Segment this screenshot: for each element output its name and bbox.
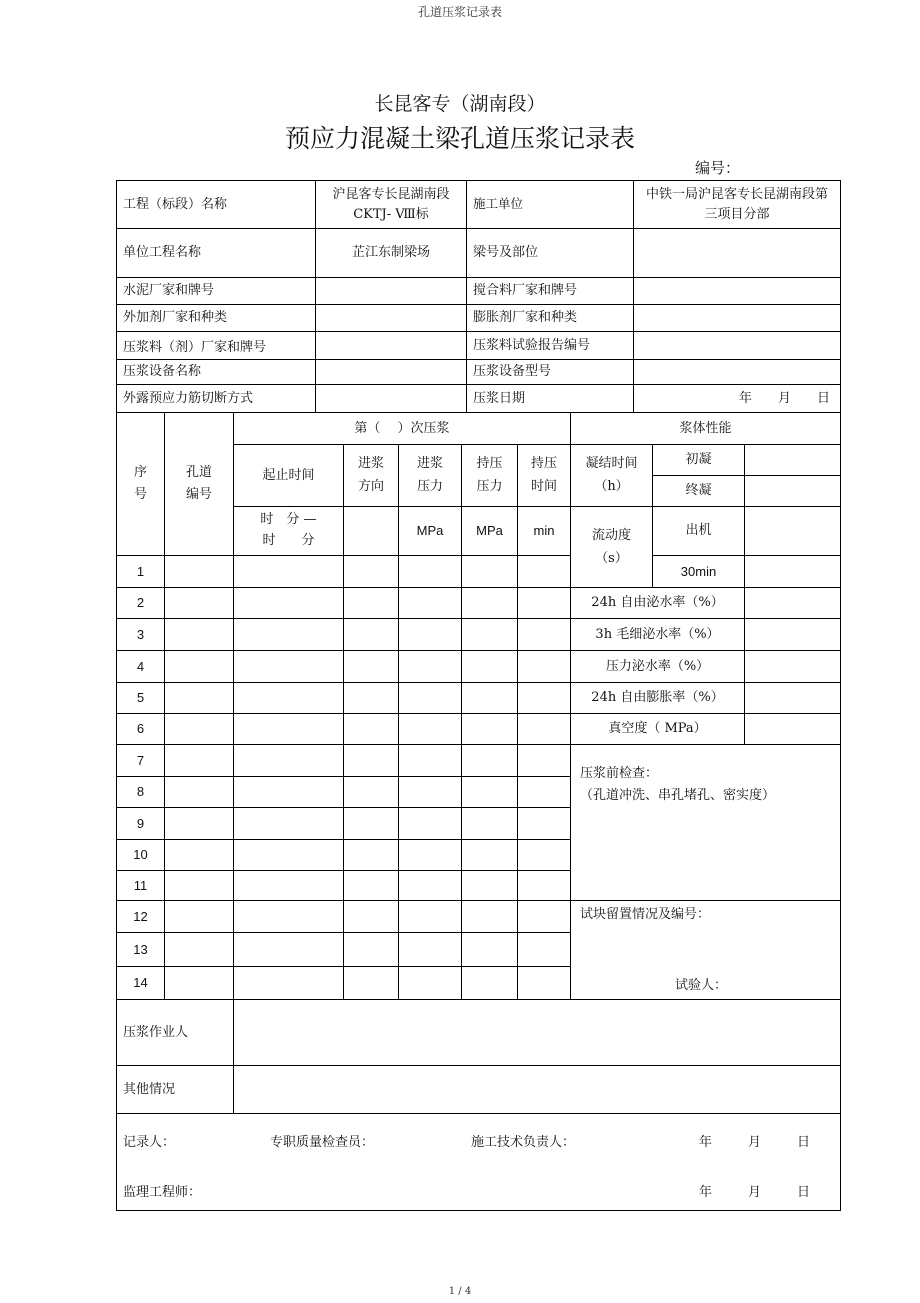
quality-label: 专职质量检查员： [270,1135,375,1150]
row-cell[interactable] [233,587,344,619]
row-cell[interactable] [398,900,462,933]
row-seq: 4 [116,650,165,683]
row-seq: 10 [116,839,165,871]
row-cell[interactable] [343,870,399,901]
row-cell[interactable] [461,618,518,651]
bleed-24h: 24h 自由泌水率（%） [570,587,745,619]
row-cell[interactable] [398,587,462,619]
row-seq: 14 [116,966,165,1000]
page-number: 1 / 4 [448,1286,472,1297]
row-cell[interactable] [461,713,518,745]
row-cell[interactable] [343,618,399,651]
row-cell[interactable] [517,744,571,777]
row-cell[interactable] [461,744,518,777]
expansion-label: 膨胀剂厂家和种类 [466,304,634,332]
row-cell[interactable] [398,839,462,871]
row-cell[interactable] [517,966,571,1000]
row-cell[interactable] [233,870,344,901]
pre-check-title: 压浆前检查： [580,766,659,781]
unit-value[interactable]: 芷江东制梁场 [315,228,467,278]
row-cell[interactable] [461,776,518,808]
row-cell[interactable] [461,932,518,967]
admix-mix-label: 搅合料厂家和牌号 [466,277,634,305]
row-cell[interactable] [164,932,234,967]
cement-value[interactable] [315,277,467,305]
operator-value[interactable] [233,999,841,1066]
col-hold-time: 持压时间 [517,444,571,507]
row-seq: 7 [116,744,165,777]
expansion-value[interactable] [633,304,841,332]
row-cell[interactable] [164,587,234,619]
pass-header: 第（ ）次压浆 [233,412,571,445]
row-seq: 6 [116,713,165,745]
tech-lead-label: 施工技术负责人： [471,1135,576,1150]
row-cell[interactable] [343,900,399,933]
row-cell[interactable] [517,713,571,745]
row-cell[interactable] [461,839,518,871]
title-line2: 预应力混凝土梁孔道压浆记录表 [284,124,635,153]
capillary-3h-value[interactable] [744,618,841,651]
row-cell[interactable] [233,807,344,840]
equip-model-label: 压浆设备型号 [466,359,634,385]
row-cell[interactable] [398,555,462,588]
initial-set: 初凝 [652,444,745,476]
row-cell[interactable] [398,870,462,901]
supervisor-label: 监理工程师： [123,1185,202,1200]
time-unit: 时 分 — 时 分 [233,506,344,556]
row-cell[interactable] [343,555,399,588]
thirty-min: 30min [652,555,745,588]
row-seq: 13 [116,932,165,967]
unit-mpa-in: MPa [398,506,462,556]
row-cell[interactable] [343,807,399,840]
row-cell[interactable] [461,900,518,933]
row-seq: 2 [116,587,165,619]
row-cell[interactable] [233,839,344,871]
row-cell[interactable] [398,618,462,651]
row-cell[interactable] [343,682,399,714]
row-cell[interactable] [233,555,344,588]
grout-report-label: 压浆料试验报告编号 [466,331,634,360]
pressure-bleed: 压力泌水率（%） [570,650,745,683]
sign-month-1: 月 [748,1135,762,1150]
row-cell[interactable] [461,555,518,588]
col-dir: 进浆方向 [343,444,399,507]
row-cell[interactable] [517,932,571,967]
grout-value[interactable] [315,331,467,360]
specimen-title: 试块留置情况及编号： [580,907,711,922]
date-value[interactable]: 年 月 日 [633,384,841,413]
contractor-value[interactable]: 中铁一局沪昆客专长昆湖南段第三项目分部 [633,180,841,229]
row-cell[interactable] [461,870,518,901]
beam-label: 梁号及部位 [466,228,634,278]
vacuum: 真空度（ MPa） [570,713,745,745]
row-cell[interactable] [343,966,399,1000]
sign-day-1: 日 [797,1135,811,1150]
row-cell[interactable] [461,966,518,1000]
row-cell[interactable] [517,776,571,808]
thirty-min-value[interactable] [744,555,841,588]
row-cell[interactable] [461,682,518,714]
row-cell[interactable] [398,713,462,745]
row-cell[interactable] [517,618,571,651]
row-cell[interactable] [343,839,399,871]
unit-min: min [517,506,571,556]
row-cell[interactable] [343,713,399,745]
out-machine-value[interactable] [744,506,841,556]
final-set-value[interactable] [744,475,841,507]
row-cell[interactable] [461,587,518,619]
row-cell[interactable] [398,776,462,808]
perf-header: 浆体性能 [570,412,841,445]
row-cell[interactable] [164,839,234,871]
sign-year-2: 年 [699,1185,713,1200]
col-time: 起止时间 [233,444,344,507]
row-cell[interactable] [164,555,234,588]
admix-mix-value[interactable] [633,277,841,305]
row-cell[interactable] [517,839,571,871]
operator-label: 压浆作业人 [116,999,234,1066]
row-cell[interactable] [164,713,234,745]
bleed-24h-value[interactable] [744,587,841,619]
row-cell[interactable] [398,966,462,1000]
contractor-label: 施工单位 [466,180,634,229]
cut-value[interactable] [315,384,467,413]
row-cell[interactable] [233,776,344,808]
col-seq: 序号 [116,412,165,556]
row-cell[interactable] [233,682,344,714]
equip-model-value[interactable] [633,359,841,385]
row-cell[interactable] [343,776,399,808]
row-cell[interactable] [164,870,234,901]
row-cell[interactable] [398,744,462,777]
row-cell[interactable] [461,807,518,840]
initial-set-value[interactable] [744,444,841,476]
vacuum-value[interactable] [744,713,841,745]
expansion-24h-value[interactable] [744,682,841,714]
project-value[interactable]: 沪昆客专长昆湖南段 CKTJ- Ⅷ标 [315,180,467,229]
row-cell[interactable] [164,650,234,683]
row-cell[interactable] [233,744,344,777]
specimen-box[interactable] [570,900,841,1000]
beam-value[interactable] [633,228,841,278]
sign-month-2: 月 [748,1185,762,1200]
row-cell[interactable] [233,900,344,933]
row-cell[interactable] [517,807,571,840]
final-set: 终凝 [652,475,745,507]
row-cell[interactable] [461,650,518,683]
grout-label: 压浆料（剂）厂家和牌号 [116,331,316,360]
row-cell[interactable] [343,744,399,777]
expansion-24h: 24h 自由膨胀率（%） [570,682,745,714]
row-cell[interactable] [164,900,234,933]
row-seq: 9 [116,807,165,840]
unit-label: 单位工程名称 [116,228,316,278]
row-cell[interactable] [398,932,462,967]
pre-check-box[interactable] [570,744,841,901]
page-header: 孔道压浆记录表 [417,5,502,19]
project-label: 工程（标段）名称 [116,180,316,229]
dir-unit [343,506,399,556]
row-cell[interactable] [164,744,234,777]
row-cell[interactable] [164,807,234,840]
row-cell[interactable] [517,682,571,714]
row-cell[interactable] [343,650,399,683]
row-seq: 3 [116,618,165,651]
row-seq: 12 [116,900,165,933]
col-hold-pressure: 持压压力 [461,444,518,507]
row-cell[interactable] [343,587,399,619]
col-duct: 孔道编号 [164,412,234,556]
pre-check-items: （孔道冲洗、串孔堵孔、密实度） [580,788,776,804]
row-cell[interactable] [343,932,399,967]
row-cell[interactable] [233,713,344,745]
unit-mpa-hold: MPa [461,506,518,556]
row-cell[interactable] [233,618,344,651]
row-seq: 1 [116,555,165,588]
row-cell[interactable] [517,900,571,933]
other-label: 其他情况 [116,1065,234,1114]
row-cell[interactable] [517,870,571,901]
recorder-label: 记录人： [123,1135,176,1150]
row-cell[interactable] [164,966,234,1000]
row-cell[interactable] [164,618,234,651]
row-seq: 8 [116,776,165,808]
row-cell[interactable] [233,650,344,683]
fluidity: 流动度（s） [570,506,653,588]
row-cell[interactable] [233,932,344,967]
row-cell[interactable] [517,555,571,588]
set-time: 凝结时间（h） [570,444,653,507]
cut-label: 外露预应力筋切断方式 [116,384,316,413]
row-cell[interactable] [164,776,234,808]
row-seq: 5 [116,682,165,714]
cement-label: 水泥厂家和牌号 [116,277,316,305]
title-line1: 长昆客专（湖南段） [374,93,546,115]
row-cell[interactable] [517,587,571,619]
row-cell[interactable] [233,966,344,1000]
equip-label: 压浆设备名称 [116,359,316,385]
row-cell[interactable] [398,682,462,714]
tester-label: 试验人： [675,978,728,993]
capillary-3h: 3h 毛细泌水率（%） [570,618,745,651]
code-label: 编号： [695,159,741,177]
row-cell[interactable] [517,650,571,683]
signature-block [116,1113,841,1211]
row-seq: 11 [116,870,165,901]
row-cell[interactable] [398,807,462,840]
col-in-pressure: 进浆压力 [398,444,462,507]
date-label: 压浆日期 [466,384,634,413]
other-value[interactable] [233,1065,841,1114]
row-cell[interactable] [164,682,234,714]
equip-value[interactable] [315,359,467,385]
additive-value[interactable] [315,304,467,332]
row-cell[interactable] [398,650,462,683]
grout-report-value[interactable] [633,331,841,360]
pressure-bleed-value[interactable] [744,650,841,683]
out-machine: 出机 [652,506,745,556]
sign-year-1: 年 [699,1135,713,1150]
additive-label: 外加剂厂家和种类 [116,304,316,332]
sign-day-2: 日 [797,1185,811,1200]
